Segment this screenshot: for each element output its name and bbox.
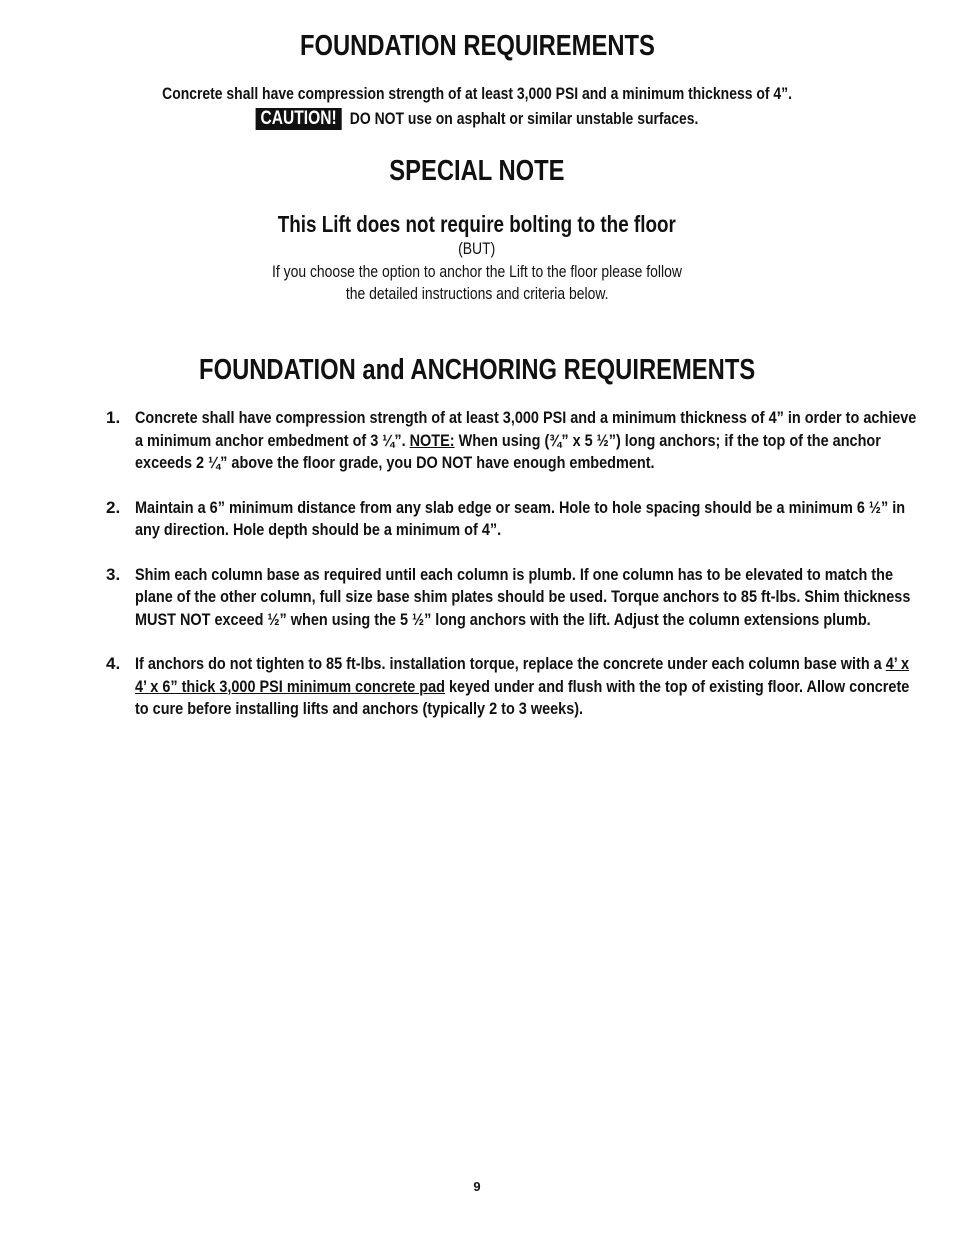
- list-item-text: Maintain a 6” minimum distance from any slab edge or seam. Hole to hole spacing should be a minimum 6 ½” in any direction. Hole depth should be a minimum of 4”.: [135, 497, 906, 539]
- note-label: NOTE:: [409, 430, 455, 450]
- list-item-text-part: If anchors do not tighten to 85 ft-lbs. installation torque, replace the concrete under each column base with a: [135, 654, 886, 673]
- list-item-number: 2.: [106, 497, 121, 517]
- special-note-line-2: [0, 283, 954, 305]
- intro-line: [0, 83, 954, 105]
- list-item: [106, 564, 918, 632]
- list-item-text-part: keyed under and flush with the top of existing floor. Allow concrete to cure before installing lifts and anchors (typically 2 to 3 weeks).: [135, 676, 910, 718]
- concrete-pad-spec: 4’ x 4’ x 6” thick 3,000 PSI minimum concrete pad: [135, 654, 910, 696]
- special-note-line-1: [0, 261, 954, 283]
- page-number: 9: [473, 1179, 481, 1194]
- list-item-text: [135, 653, 918, 721]
- foundation-requirements-title: [0, 30, 954, 62]
- special-note-line-1-text: If you choose the option to anchor the Lift to the floor please follow: [272, 262, 682, 281]
- list-item-number: 3.: [106, 564, 121, 584]
- special-note-line-2-text: the detailed instructions and criteria below.: [345, 284, 609, 303]
- anchoring-requirements-title: [0, 354, 954, 386]
- special-note-but: [0, 238, 954, 260]
- intro-line-text: Concrete shall have compression strength of at least 3,000 PSI and a minimum thickness of 4”.: [162, 84, 792, 103]
- special-note-but-text: (BUT): [458, 239, 496, 258]
- caution-badge: CAUTION!: [256, 108, 342, 130]
- list-item-number: 4.: [106, 654, 121, 673]
- special-note-heading: [0, 211, 954, 237]
- list-item: [106, 407, 918, 475]
- foundation-requirements-title-text: FOUNDATION REQUIREMENTS: [299, 30, 655, 62]
- caution-line: [0, 108, 954, 130]
- special-note-title-text: SPECIAL NOTE: [389, 155, 565, 187]
- caution-line-content: [256, 108, 699, 130]
- list-item-text-part: When using (¾” x 5 ½”) long anchors; if the top of the anchor exceeds 2 ¼” above the floor grade, you DO NOT have enough embedment.: [135, 430, 881, 472]
- special-note-heading-text: This Lift does not require bolting to the floor: [277, 211, 677, 237]
- list-item-text: [135, 407, 918, 475]
- list-item-text-part: Concrete shall have compression strength of at least 3,000 PSI and a minimum thickness of 4” in order to achieve a minimum anchor embedment of 3 ¼”.: [135, 408, 917, 450]
- list-item: [106, 497, 918, 542]
- list-item-text: Shim each column base as required until each column is plumb. If one column has to be elevated to match the plane of the other column, full size base shim plates should be used. Torque anchors to 85 ft-lbs. Shim thickness MUST NOT exceed ½” when using the 5 ½” long anchors with the lift. Adjust the column extensions plumb.: [135, 564, 911, 629]
- requirements-list: [106, 407, 918, 721]
- caution-text: DO NOT use on asphalt or similar unstable surfaces.: [349, 109, 699, 128]
- list-item-number: 1.: [106, 408, 121, 427]
- anchoring-requirements-title-text: FOUNDATION and ANCHORING REQUIREMENTS: [198, 354, 756, 386]
- special-note-title: [0, 155, 954, 187]
- list-item: [106, 653, 918, 721]
